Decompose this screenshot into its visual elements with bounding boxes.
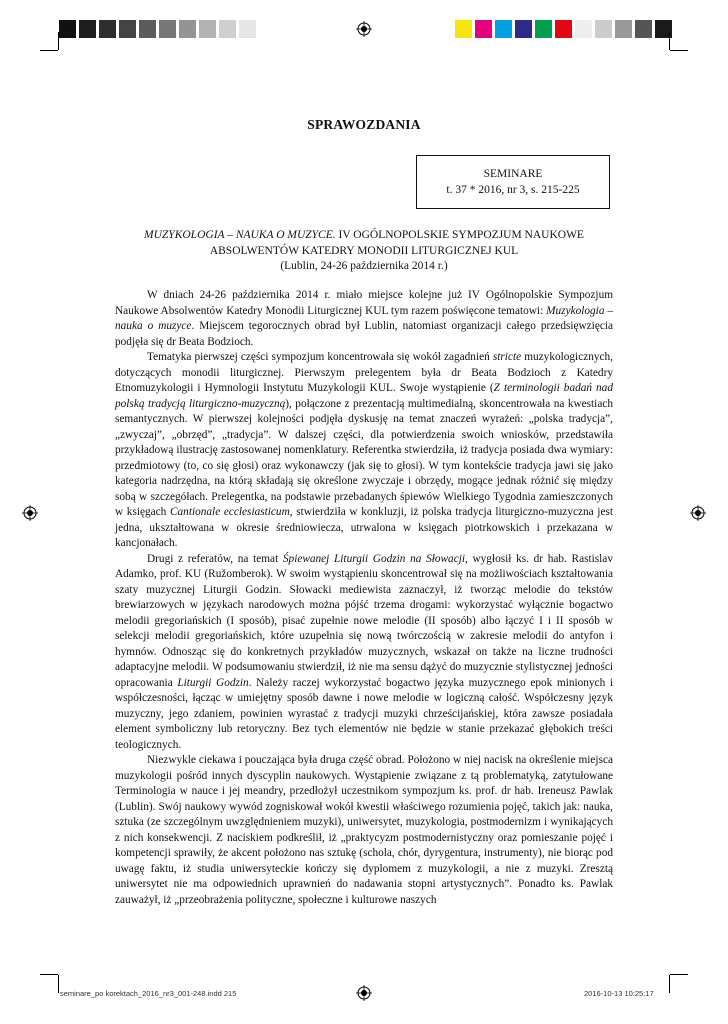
crop-mark	[40, 50, 58, 51]
journal-citation-box	[416, 155, 610, 209]
crop-mark	[670, 974, 688, 975]
grayscale-swatch	[239, 20, 256, 38]
italic-run: Śpiewanej Liturgii Godzin na Słowacji	[282, 552, 465, 565]
grayscale-swatch	[179, 20, 196, 38]
italic-run: Z terminologii badań nad polską tradycją liturgiczno-muzyczną	[115, 382, 613, 410]
grayscale-swatch	[139, 20, 156, 38]
crop-mark	[58, 32, 59, 50]
article-title-italic: MUZYKOLOGIA – NAUKA O MUZYCE.	[144, 229, 336, 241]
cmyk-swatch	[535, 20, 552, 38]
cmyk-swatch	[595, 20, 612, 38]
body-paragraph	[115, 288, 613, 350]
body-paragraph	[115, 350, 613, 552]
cmyk-color-bar	[455, 20, 675, 38]
italic-run: Cantionale ecclesiasticum	[170, 506, 290, 518]
text-run: , stwierdziła w konkluzji, iż polska tradycja liturgiczno-muzyczna jest jedna, ukształtowana w okresie średniowiecza, utrwalona w księgach piotrkowskich i przekazana w kancjonałach.	[115, 506, 613, 549]
cmyk-swatch	[475, 20, 492, 38]
registration-mark-bottom-icon	[356, 985, 372, 1001]
crop-mark	[40, 974, 58, 975]
journal-citation: t. 37 * 2016, nr 3, s. 215-225	[446, 184, 580, 196]
text-run: Drugi z referatów, na temat	[147, 552, 283, 565]
cmyk-swatch	[515, 20, 532, 38]
footer-timestamp: 2016-10-13 10:25:17	[584, 989, 654, 998]
crop-mark	[669, 32, 670, 50]
text-run: W dniach 24-26 października 2014 r. miało miejsce kolejne już IV Ogólnopolskie Sympozjum Naukowe Absolwentów Katedry Monodii Liturgicznej KUL tym razem poświęcone tematowi:	[115, 289, 613, 317]
footer-file-slug: seminare_po korektach_2016_nr3_001-248.indd 215	[60, 989, 237, 998]
grayscale-swatch	[159, 20, 176, 38]
article-title-rest: IV OGÓLNOPOLSKIE SYMPOZJUM NAUKOWE ABSOLWENTÓW KATEDRY MONODII LITURGICZNEJ KUL	[209, 229, 584, 257]
cmyk-swatch	[555, 20, 572, 38]
grayscale-swatch	[199, 20, 216, 38]
article-body	[115, 288, 613, 908]
crop-mark	[58, 975, 59, 993]
grayscale-color-bar	[59, 20, 259, 38]
text-run: , wygłosił ks. dr hab. Rastislav Adamko, prof. KU (Ružomberok). W swoim wystąpieniu skoncentrował się na możliwościach kształtowania szaty muzycznej Liturgii Godzin. Słowacki mediewista zaznaczył, iż tworząc melodie do tekstów brewiarzowych w językach narodowych można pójść trzema drogami: wykorzystać wyłącznie bogactwo melodii gregoriańskich (I sposób), pisać zupełnie nowe melodie (II sposób) albo łączyć I i II sposób w selekcji melodii gregoriańskich, które uzupełnia się nową twórczością w zakresie melodii do antyfon i hymnów. Odnosząc się do konkretnych przykładów muzycznych, wskazał on także na liczne trudności adaptacyjne melodii. W podsumowaniu stwierdził, iż nie ma sensu dążyć do muzycznie stylistycznej jedności opracowania	[115, 552, 613, 689]
cmyk-swatch	[635, 20, 652, 38]
cmyk-swatch	[575, 20, 592, 38]
body-paragraph	[115, 753, 613, 908]
text-run: . Miejscem tegorocznych obrad był Lublin, natomiast organizacji całego przedsięwzięcia podjęła się dr Beata Bodzioch.	[115, 320, 614, 348]
italic-run: Muzykologia – nauka o muzyce	[115, 304, 614, 332]
text-run: Niezwykle ciekawa i pouczająca była druga część obrad. Położono w niej nacisk na określenie miejsca muzykologii pośród innych dyscyplin naukowych. Wystąpienie związane z tą problematyką, zatytułowane Terminologia w nauce i jej meandry, przedłożył uczestnikom sympozjum ks. prof. dr hab. Ireneusz Pawlak (Lublin). Swój naukowy wywód zogniskował wokół kwestii właściwego rozumienia pojęć, takich jak: nauka, sztuka (ze szczególnym uwzględnieniem muzyki), uniwersytet, muzykologia, postmodernizm i wynikających z nich konsekwencji. Z naciskiem podkreślił, iż „praktycyzm postmodernistyczny oraz pomieszanie pojęć i kompetencji sprawiły, że akcent położono nas sztukę (schola, chór, dyrygentura, instrumenty), nie biorąc pod uwagę faktu, iż studia uniwersyteckie kończy się dyplomem z muzykologii, a nie z muzyki. Zresztą uniwersytet nie ma odpowiednich uprawnień do nadawania stopni artystycznych”. Ponadto ks. Pawlak zauważył, iż „przeobrażenia polityczne, społeczne i kulturowe naszych	[115, 754, 613, 906]
italic-run: Liturgii Godzin	[177, 676, 249, 689]
crop-mark	[670, 50, 688, 51]
italic-run: stricte	[492, 351, 522, 363]
grayscale-swatch	[59, 20, 76, 38]
cmyk-swatch	[495, 20, 512, 38]
text-run: Tematyka pierwszej części sympozjum koncentrowała się wokół zagadnień	[147, 351, 493, 363]
cmyk-swatch	[615, 20, 632, 38]
grayscale-swatch	[219, 20, 236, 38]
grayscale-swatch	[119, 20, 136, 38]
article-header	[110, 228, 618, 275]
text-run: muzykologicznych, dotyczących monodii liturgicznej. Pierwszym prelegentem była dr Beata Bodzioch z Katedry Etnomuzykologii i Hymnologii Instytutu Muzykologii KUL. Swoje wystąpienie (	[115, 351, 614, 394]
journal-name: SEMINARE	[483, 168, 543, 180]
text-run: . Należy raczej wykorzystać bogactwo języka muzycznego epok minionych i współczesności, łącząc w umiejętny sposób dawne i nowe melodie w logiczną całość. Współczesny język muzyczny, jego zdaniem, powinien wyrastać z tradycji muzyki chrześcijańskiej, która zawsze posiadała element symboliczny lub retoryczny. Bez tych elementów nie będzie w stanie przekazać głębokich treści teologicznych.	[115, 676, 613, 751]
section-title: SPRAWOZDANIA	[307, 117, 421, 132]
body-paragraph	[115, 552, 613, 754]
grayscale-swatch	[79, 20, 96, 38]
article-location: (Lublin, 24-26 października 2014 r.)	[280, 260, 448, 272]
registration-mark-left-icon	[22, 505, 38, 521]
registration-mark-right-icon	[690, 505, 706, 521]
article-title	[110, 228, 618, 259]
registration-mark-top-icon	[356, 21, 372, 37]
cmyk-swatch	[455, 20, 472, 38]
text-run: ), połączone z prezentacją multimedialną, skoncentrowała na kwestiach semantycznych. W pierwszej kolejności podjęła dyskusję na temat znaczeń wyrażeń: „polska tradycja”, „zwyczaj”, „obrzęd”, „tradycja”. W dalszej części, dla potwierdzenia swoich wniosków, przedstawiła przykładową ilustrację zastosowanej nomenklatury. Referentka stwierdziła, iż tradycja posiada dwa wymiary: przedmiotowy (to, co się głosi) oraz wykonawczy (jak się to głosi). W tym kontekście tradycja jawi się jako kategoria nadrzędna, na którą składają się określone zwyczaje i obrzędy, mogące jednak różnić się między sobą w szczegółach. Prelegentka, na podstawie przebadanych śpiewów Wielkiego Tygodnia zamieszczonych w księgach	[115, 397, 614, 518]
crop-mark	[669, 975, 670, 993]
grayscale-swatch	[99, 20, 116, 38]
